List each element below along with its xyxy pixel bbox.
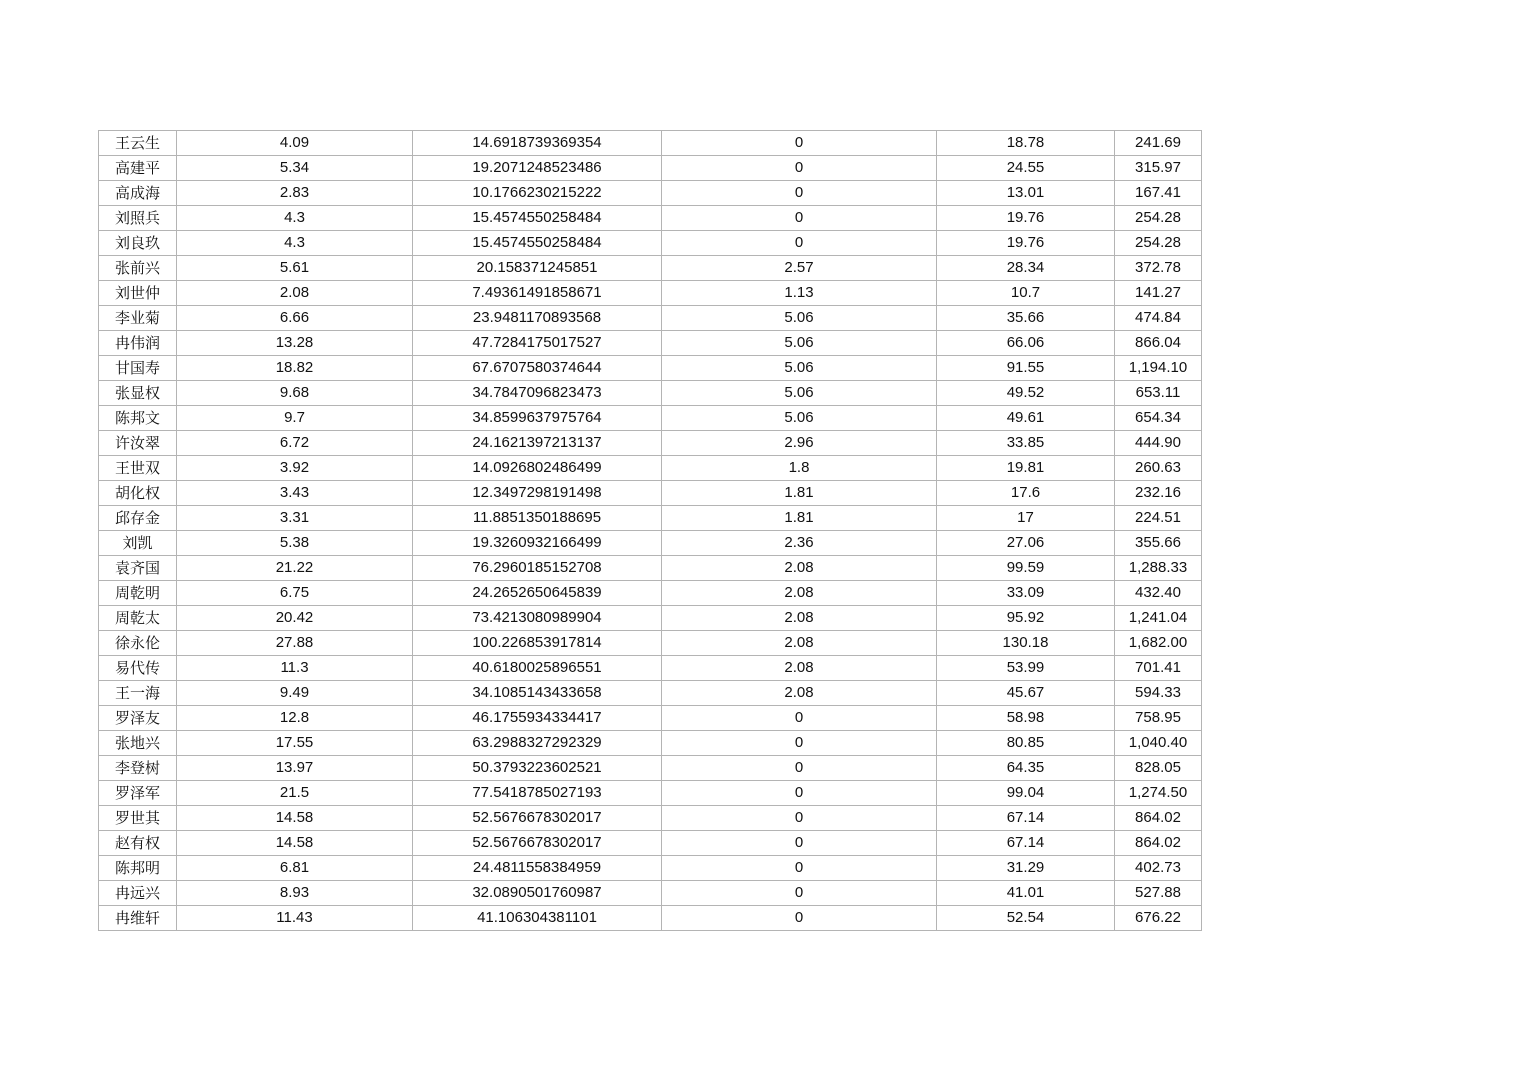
value-cell-4: 19.81: [937, 456, 1115, 481]
value-cell-3: 1.81: [662, 506, 937, 531]
value-cell-1: 4.3: [177, 231, 413, 256]
value-cell-3: 5.06: [662, 306, 937, 331]
table-row: [99, 706, 1202, 731]
value-cell-3: 5.06: [662, 331, 937, 356]
value-cell-1: 21.5: [177, 781, 413, 806]
value-cell-3: 0: [662, 906, 937, 931]
value-cell-1: 11.3: [177, 656, 413, 681]
value-cell-3: 5.06: [662, 356, 937, 381]
value-cell-3: 1.13: [662, 281, 937, 306]
table-row: [99, 556, 1202, 581]
value-cell-3: 2.96: [662, 431, 937, 456]
value-cell-3: 0: [662, 131, 937, 156]
name-cell: 徐永伦: [99, 631, 177, 656]
value-cell-4: 31.29: [937, 856, 1115, 881]
value-cell-3: 1.81: [662, 481, 937, 506]
value-cell-3: 2.08: [662, 631, 937, 656]
amount-cell: 654.34: [1115, 406, 1202, 431]
amount-cell: 372.78: [1115, 256, 1202, 281]
amount-cell: 676.22: [1115, 906, 1202, 931]
value-cell-2: 76.2960185152708: [413, 556, 662, 581]
amount-cell: 1,194.10: [1115, 356, 1202, 381]
value-cell-2: 52.5676678302017: [413, 806, 662, 831]
value-cell-2: 20.158371245851: [413, 256, 662, 281]
value-cell-4: 95.92: [937, 606, 1115, 631]
value-cell-3: 2.08: [662, 606, 937, 631]
value-cell-2: 73.4213080989904: [413, 606, 662, 631]
value-cell-1: 12.8: [177, 706, 413, 731]
table-row: [99, 531, 1202, 556]
value-cell-1: 21.22: [177, 556, 413, 581]
amount-cell: 141.27: [1115, 281, 1202, 306]
value-cell-1: 5.34: [177, 156, 413, 181]
value-cell-2: 24.1621397213137: [413, 431, 662, 456]
table-row: [99, 656, 1202, 681]
value-cell-4: 19.76: [937, 231, 1115, 256]
value-cell-2: 63.2988327292329: [413, 731, 662, 756]
value-cell-1: 17.55: [177, 731, 413, 756]
table-row: [99, 631, 1202, 656]
value-cell-4: 80.85: [937, 731, 1115, 756]
value-cell-1: 8.93: [177, 881, 413, 906]
amount-cell: 474.84: [1115, 306, 1202, 331]
table-row: [99, 131, 1202, 156]
value-cell-2: 23.9481170893568: [413, 306, 662, 331]
value-cell-4: 19.76: [937, 206, 1115, 231]
value-cell-4: 130.18: [937, 631, 1115, 656]
value-cell-3: 5.06: [662, 406, 937, 431]
value-cell-1: 4.3: [177, 206, 413, 231]
data-table: [98, 130, 1202, 931]
value-cell-4: 64.35: [937, 756, 1115, 781]
amount-cell: 260.63: [1115, 456, 1202, 481]
value-cell-1: 2.83: [177, 181, 413, 206]
value-cell-4: 13.01: [937, 181, 1115, 206]
value-cell-3: 0: [662, 156, 937, 181]
amount-cell: 828.05: [1115, 756, 1202, 781]
name-cell: 刘凯: [99, 531, 177, 556]
table-row: [99, 306, 1202, 331]
value-cell-4: 41.01: [937, 881, 1115, 906]
value-cell-4: 10.7: [937, 281, 1115, 306]
value-cell-2: 10.1766230215222: [413, 181, 662, 206]
value-cell-3: 2.08: [662, 681, 937, 706]
name-cell: 罗泽军: [99, 781, 177, 806]
value-cell-3: 0: [662, 706, 937, 731]
value-cell-1: 2.08: [177, 281, 413, 306]
amount-cell: 167.41: [1115, 181, 1202, 206]
amount-cell: 1,274.50: [1115, 781, 1202, 806]
value-cell-1: 5.38: [177, 531, 413, 556]
name-cell: 张显权: [99, 381, 177, 406]
amount-cell: 232.16: [1115, 481, 1202, 506]
value-cell-4: 18.78: [937, 131, 1115, 156]
name-cell: 王云生: [99, 131, 177, 156]
table-row: [99, 456, 1202, 481]
amount-cell: 701.41: [1115, 656, 1202, 681]
value-cell-1: 18.82: [177, 356, 413, 381]
value-cell-4: 27.06: [937, 531, 1115, 556]
value-cell-1: 14.58: [177, 806, 413, 831]
value-cell-1: 3.92: [177, 456, 413, 481]
value-cell-1: 6.66: [177, 306, 413, 331]
amount-cell: 1,040.40: [1115, 731, 1202, 756]
table-row: [99, 856, 1202, 881]
name-cell: 袁齐国: [99, 556, 177, 581]
name-cell: 李登树: [99, 756, 177, 781]
value-cell-4: 99.04: [937, 781, 1115, 806]
value-cell-2: 46.1755934334417: [413, 706, 662, 731]
value-cell-4: 45.67: [937, 681, 1115, 706]
value-cell-4: 17.6: [937, 481, 1115, 506]
name-cell: 罗世其: [99, 806, 177, 831]
value-cell-3: 0: [662, 206, 937, 231]
amount-cell: 402.73: [1115, 856, 1202, 881]
table-body: [99, 131, 1202, 931]
value-cell-3: 2.08: [662, 656, 937, 681]
name-cell: 冉维轩: [99, 906, 177, 931]
value-cell-3: 0: [662, 806, 937, 831]
value-cell-1: 6.81: [177, 856, 413, 881]
value-cell-4: 49.52: [937, 381, 1115, 406]
value-cell-2: 11.8851350188695: [413, 506, 662, 531]
value-cell-2: 15.4574550258484: [413, 206, 662, 231]
value-cell-3: 0: [662, 181, 937, 206]
amount-cell: 653.11: [1115, 381, 1202, 406]
value-cell-2: 77.5418785027193: [413, 781, 662, 806]
value-cell-4: 53.99: [937, 656, 1115, 681]
table-row: [99, 831, 1202, 856]
name-cell: 周乾太: [99, 606, 177, 631]
amount-cell: 432.40: [1115, 581, 1202, 606]
value-cell-1: 9.49: [177, 681, 413, 706]
name-cell: 刘照兵: [99, 206, 177, 231]
value-cell-2: 24.2652650645839: [413, 581, 662, 606]
amount-cell: 758.95: [1115, 706, 1202, 731]
name-cell: 周乾明: [99, 581, 177, 606]
table-row: [99, 281, 1202, 306]
table-row: [99, 506, 1202, 531]
amount-cell: 594.33: [1115, 681, 1202, 706]
name-cell: 王世双: [99, 456, 177, 481]
value-cell-4: 35.66: [937, 306, 1115, 331]
value-cell-3: 0: [662, 231, 937, 256]
value-cell-3: 2.08: [662, 581, 937, 606]
table-row: [99, 756, 1202, 781]
value-cell-2: 100.226853917814: [413, 631, 662, 656]
value-cell-2: 34.7847096823473: [413, 381, 662, 406]
value-cell-1: 3.31: [177, 506, 413, 531]
spreadsheet-page: [98, 130, 1202, 931]
name-cell: 刘世仲: [99, 281, 177, 306]
value-cell-4: 33.09: [937, 581, 1115, 606]
table-row: [99, 331, 1202, 356]
value-cell-2: 41.106304381101: [413, 906, 662, 931]
table-row: [99, 431, 1202, 456]
name-cell: 冉伟润: [99, 331, 177, 356]
value-cell-3: 2.57: [662, 256, 937, 281]
table-row: [99, 356, 1202, 381]
value-cell-1: 6.75: [177, 581, 413, 606]
value-cell-3: 0: [662, 731, 937, 756]
name-cell: 罗泽友: [99, 706, 177, 731]
value-cell-4: 67.14: [937, 831, 1115, 856]
value-cell-1: 13.97: [177, 756, 413, 781]
value-cell-2: 12.3497298191498: [413, 481, 662, 506]
value-cell-2: 52.5676678302017: [413, 831, 662, 856]
value-cell-3: 2.08: [662, 556, 937, 581]
name-cell: 邱存金: [99, 506, 177, 531]
value-cell-4: 17: [937, 506, 1115, 531]
value-cell-3: 0: [662, 756, 937, 781]
value-cell-1: 6.72: [177, 431, 413, 456]
amount-cell: 1,682.00: [1115, 631, 1202, 656]
value-cell-3: 5.06: [662, 381, 937, 406]
table-row: [99, 581, 1202, 606]
amount-cell: 864.02: [1115, 806, 1202, 831]
value-cell-4: 99.59: [937, 556, 1115, 581]
value-cell-2: 67.6707580374644: [413, 356, 662, 381]
name-cell: 李业菊: [99, 306, 177, 331]
value-cell-3: 2.36: [662, 531, 937, 556]
value-cell-3: 0: [662, 856, 937, 881]
value-cell-2: 34.8599637975764: [413, 406, 662, 431]
value-cell-2: 32.0890501760987: [413, 881, 662, 906]
table-row: [99, 731, 1202, 756]
value-cell-1: 13.28: [177, 331, 413, 356]
value-cell-2: 19.2071248523486: [413, 156, 662, 181]
name-cell: 易代传: [99, 656, 177, 681]
value-cell-2: 47.7284175017527: [413, 331, 662, 356]
table-row: [99, 681, 1202, 706]
value-cell-2: 24.4811558384959: [413, 856, 662, 881]
value-cell-1: 11.43: [177, 906, 413, 931]
value-cell-4: 66.06: [937, 331, 1115, 356]
value-cell-4: 49.61: [937, 406, 1115, 431]
name-cell: 王一海: [99, 681, 177, 706]
value-cell-4: 52.54: [937, 906, 1115, 931]
name-cell: 刘良玖: [99, 231, 177, 256]
value-cell-2: 15.4574550258484: [413, 231, 662, 256]
value-cell-4: 33.85: [937, 431, 1115, 456]
value-cell-4: 67.14: [937, 806, 1115, 831]
amount-cell: 864.02: [1115, 831, 1202, 856]
table-row: [99, 606, 1202, 631]
amount-cell: 241.69: [1115, 131, 1202, 156]
value-cell-1: 5.61: [177, 256, 413, 281]
table-row: [99, 906, 1202, 931]
name-cell: 陈邦文: [99, 406, 177, 431]
table-row: [99, 231, 1202, 256]
name-cell: 张地兴: [99, 731, 177, 756]
name-cell: 胡化权: [99, 481, 177, 506]
name-cell: 冉远兴: [99, 881, 177, 906]
table-row: [99, 481, 1202, 506]
value-cell-3: 1.8: [662, 456, 937, 481]
value-cell-1: 9.68: [177, 381, 413, 406]
value-cell-1: 20.42: [177, 606, 413, 631]
value-cell-3: 0: [662, 781, 937, 806]
value-cell-2: 14.6918739369354: [413, 131, 662, 156]
name-cell: 陈邦明: [99, 856, 177, 881]
table-row: [99, 781, 1202, 806]
table-row: [99, 381, 1202, 406]
amount-cell: 254.28: [1115, 206, 1202, 231]
value-cell-2: 34.1085143433658: [413, 681, 662, 706]
name-cell: 张前兴: [99, 256, 177, 281]
table-row: [99, 206, 1202, 231]
value-cell-1: 14.58: [177, 831, 413, 856]
name-cell: 高成海: [99, 181, 177, 206]
value-cell-1: 4.09: [177, 131, 413, 156]
value-cell-1: 9.7: [177, 406, 413, 431]
value-cell-4: 91.55: [937, 356, 1115, 381]
table-row: [99, 256, 1202, 281]
amount-cell: 355.66: [1115, 531, 1202, 556]
value-cell-2: 7.49361491858671: [413, 281, 662, 306]
value-cell-4: 28.34: [937, 256, 1115, 281]
value-cell-2: 50.3793223602521: [413, 756, 662, 781]
table-row: [99, 806, 1202, 831]
value-cell-3: 0: [662, 831, 937, 856]
name-cell: 高建平: [99, 156, 177, 181]
value-cell-2: 14.0926802486499: [413, 456, 662, 481]
table-row: [99, 881, 1202, 906]
table-row: [99, 181, 1202, 206]
value-cell-2: 19.3260932166499: [413, 531, 662, 556]
value-cell-3: 0: [662, 881, 937, 906]
table-row: [99, 156, 1202, 181]
amount-cell: 254.28: [1115, 231, 1202, 256]
value-cell-4: 58.98: [937, 706, 1115, 731]
name-cell: 许汝翠: [99, 431, 177, 456]
name-cell: 甘国寿: [99, 356, 177, 381]
amount-cell: 315.97: [1115, 156, 1202, 181]
table-row: [99, 406, 1202, 431]
amount-cell: 866.04: [1115, 331, 1202, 356]
amount-cell: 1,241.04: [1115, 606, 1202, 631]
value-cell-2: 40.6180025896551: [413, 656, 662, 681]
amount-cell: 527.88: [1115, 881, 1202, 906]
name-cell: 赵有权: [99, 831, 177, 856]
amount-cell: 224.51: [1115, 506, 1202, 531]
value-cell-1: 27.88: [177, 631, 413, 656]
value-cell-4: 24.55: [937, 156, 1115, 181]
amount-cell: 1,288.33: [1115, 556, 1202, 581]
amount-cell: 444.90: [1115, 431, 1202, 456]
value-cell-1: 3.43: [177, 481, 413, 506]
